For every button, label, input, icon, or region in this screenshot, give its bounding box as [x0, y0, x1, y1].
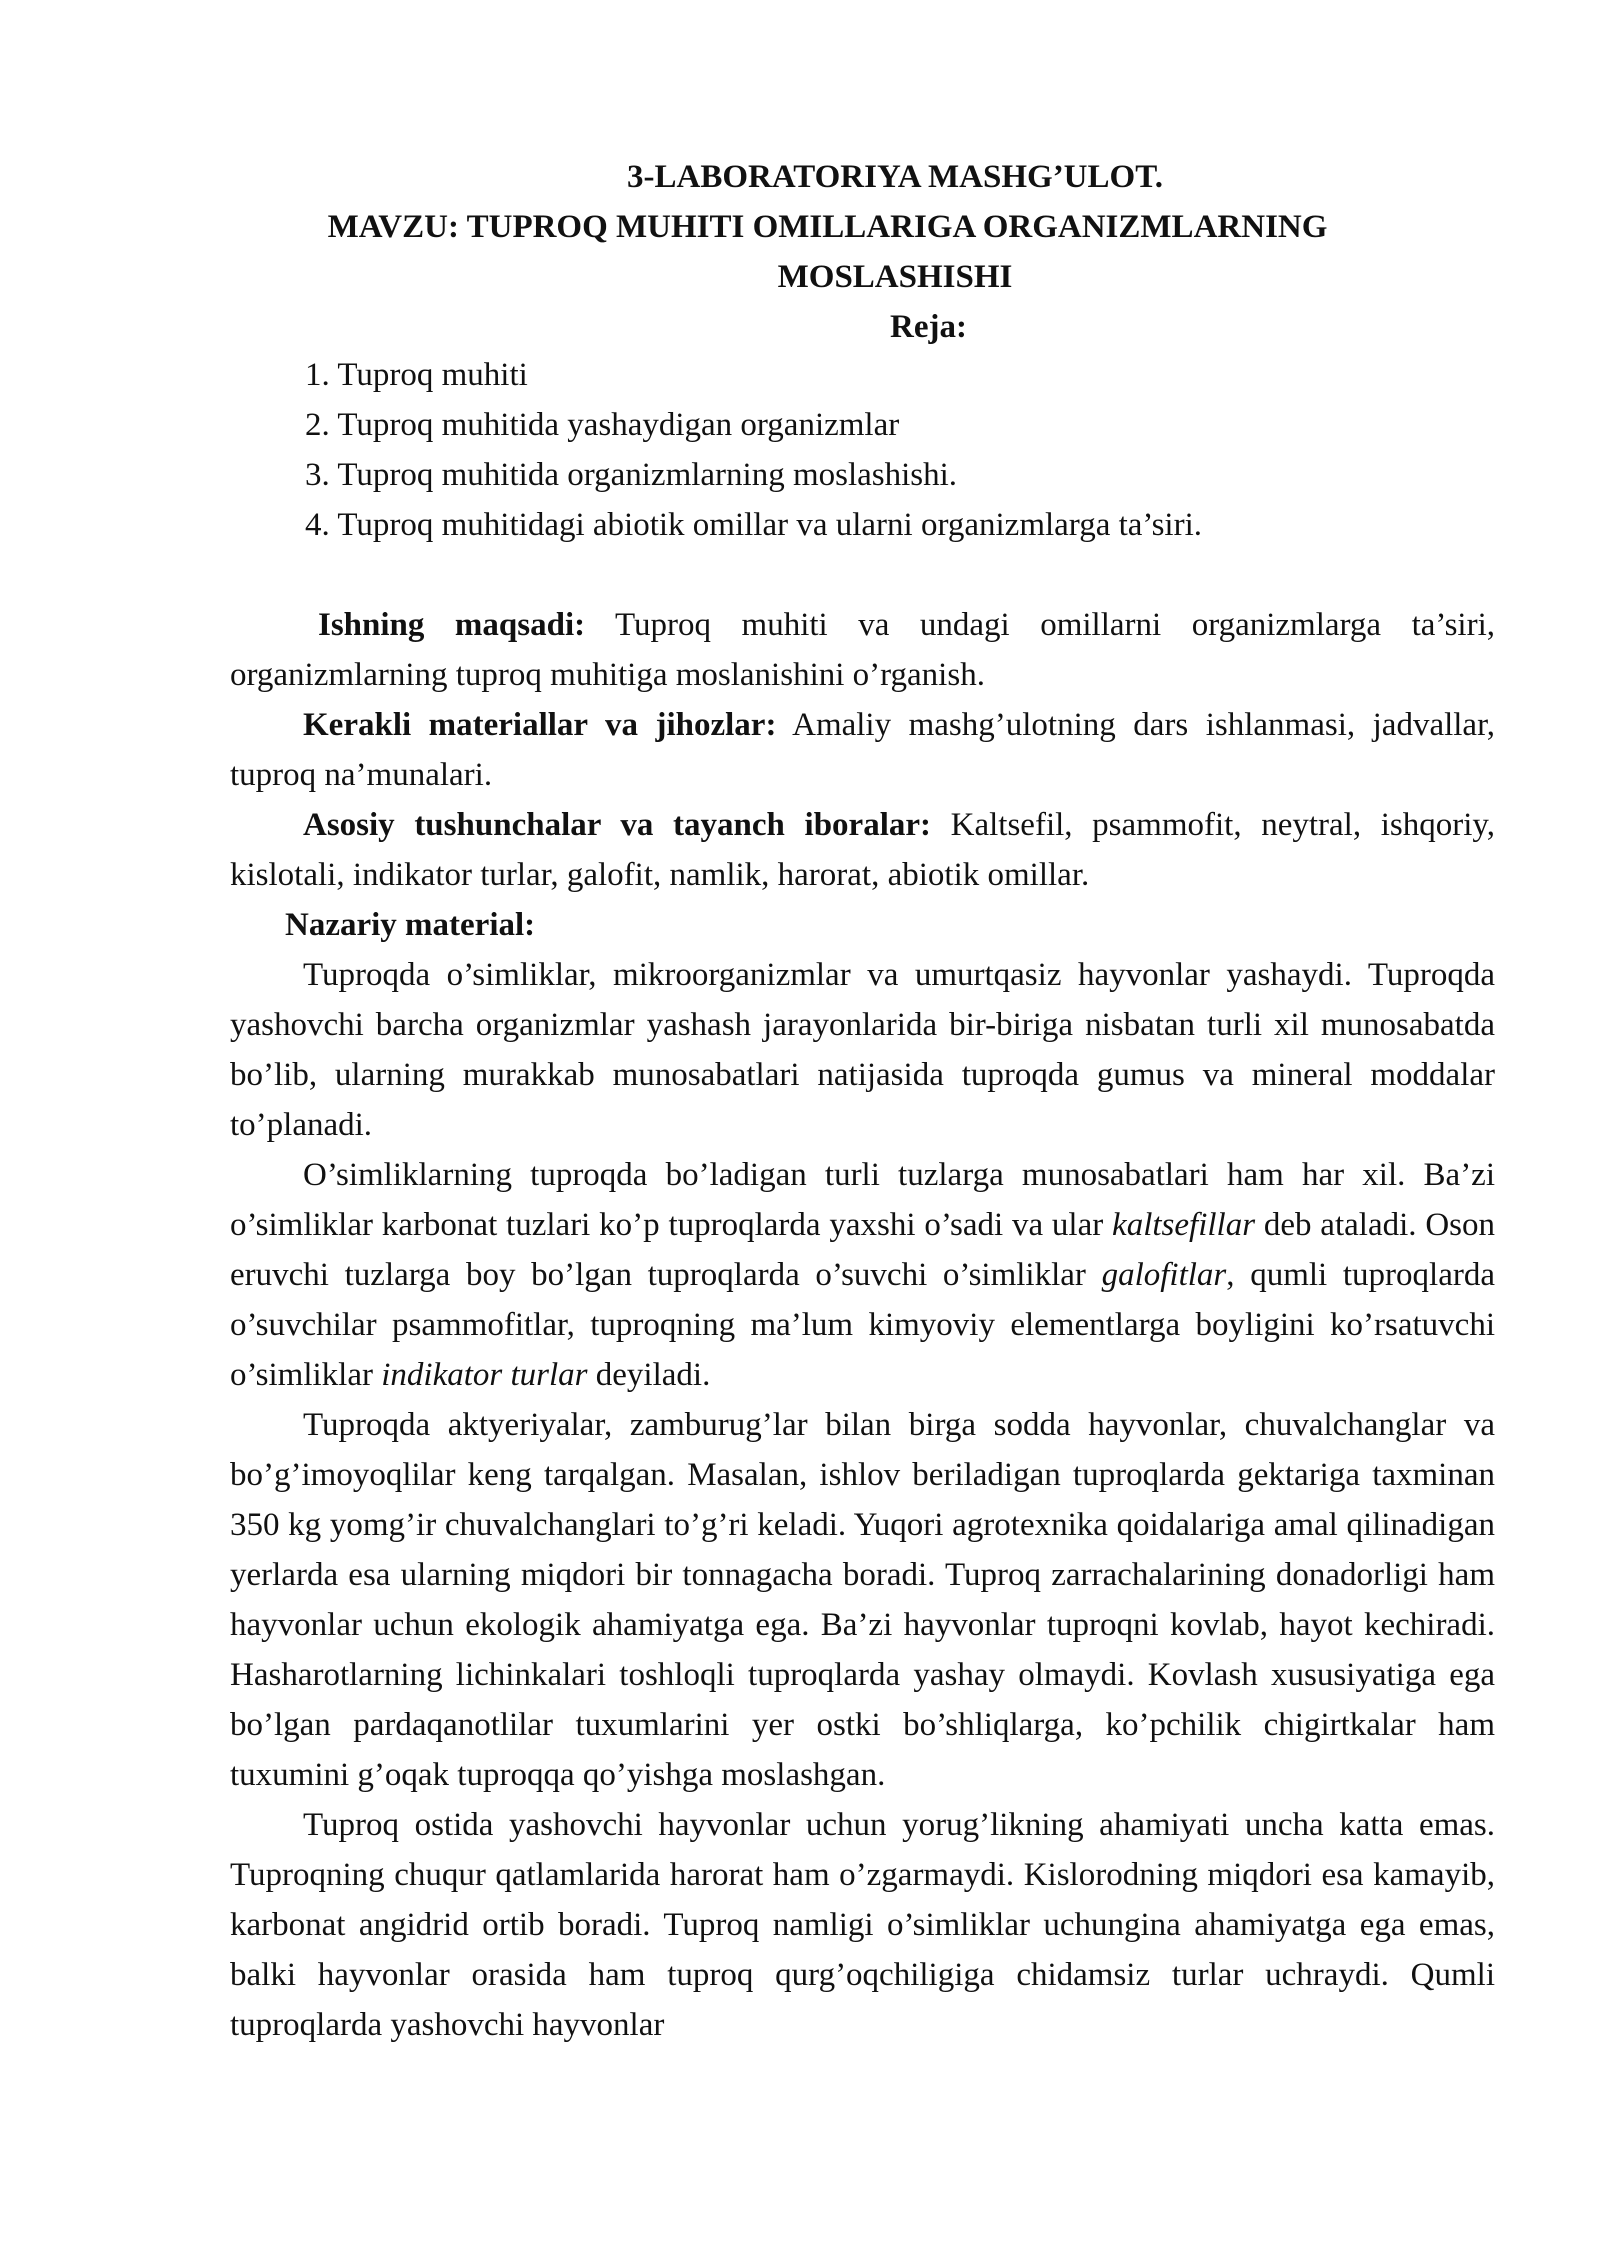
materials-label: Kerakli materiallar va jihozlar: [303, 707, 777, 743]
theory-p2-text-d: deyiladi. [587, 1357, 711, 1393]
concepts-text: Kaltsefil, psammofit, neytral, ishqoriy, kislotali, indikator turlar, galofit, namlik, harorat, abiotik omillar. [230, 807, 1495, 893]
materials-text: Amaliy mashg’ulotning dars ishlanmasi, jadvallar, tuproq na’munalari. [230, 707, 1495, 793]
theory-p2-text-a: O’simliklarning tuproqda bo’ladigan turli tuzlarga munosabatlari ham har xil. Ba’zi o’simliklar karbonat tuzlari ko’p tuproqlarda yaxshi o’sadi va ular [230, 1157, 1495, 1243]
purpose-paragraph [230, 600, 1495, 700]
term-kaltsefillar: kaltsefillar [1112, 1207, 1256, 1243]
concepts-paragraph [230, 800, 1495, 900]
term-galofitlar: galofitlar [1101, 1257, 1227, 1293]
theory-paragraph-2 [230, 1150, 1495, 1400]
theory-paragraph-4: Tuproq ostida yashovchi hayvonlar uchun yorug’likning ahamiyati uncha katta emas. Tuproqning chuqur qatlamlarida harorat ham o’zgarmaydi. Kislorodning miqdori esa kamayib, karbonat angidrid ortib boradi. Tuproq namligi o’simliklar uchungina ahamiyatga ega emas, balki hayvonlar orasida ham tuproq qurg’oqchiligiga chidamsiz turlar uchraydi. Qumli tuproqlarda yashovchi hayvonlar [230, 1807, 1495, 2043]
theory-paragraph-1: Tuproqda o’simliklar, mikroorganizmlar va umurtqasiz hayvonlar yashaydi. Tuproqda yashovchi barcha organizmlar yashash jarayonlarida bir-biriga nisbatan turli xil munosabatda bo’lib, ularning murakkab munosabatlari natijasida tuproqda gumus va mineral moddalar to’planadi. [230, 957, 1495, 1143]
plan-list [305, 350, 1202, 550]
theory-p2-text-c: , qumli tuproqlarda o’suvchilar psammofitlar, tuproqning ma’lum kimyoviy elementlarga boyligini ko’rsatuvchi o’simliklar [230, 1257, 1495, 1393]
theory-heading: Nazariy material: [285, 907, 536, 943]
term-indikator-turlar: indikator turlar [381, 1357, 588, 1393]
purpose-label: Ishning maqsadi: [318, 607, 586, 643]
plan-item: 2. Tuproq muhitida yashaydigan organizmlar [305, 407, 900, 443]
theory-p2-text-b: deb ataladi. Oson eruvchi tuzlarga boy bo’lgan tuproqlarda o’suvchi o’simliklar [230, 1207, 1495, 1293]
materials-paragraph [230, 700, 1495, 800]
concepts-label: Asosiy tushunchalar va tayanch iboralar: [303, 807, 932, 843]
document-title-line-3: MOSLASHISHI [777, 259, 1013, 295]
plan-item: 1. Tuproq muhiti [305, 357, 528, 393]
theory-paragraph-3: Tuproqda aktyeriyalar, zamburug’lar bilan birga sodda hayvonlar, chuvalchanglar va bo’g’imoyoqlilar keng tarqalgan. Masalan, ishlov beriladigan tuproqlarda gektariga taxminan 350 kg yomg’ir chuvalchanglari to’g’ri keladi. Yuqori agrotexnika qoidalariga amal qilinadigan yerlarda esa ularning miqdori bir tonnagacha boradi. Tuproq zarrachalarining donadorligi ham hayvonlar uchun ekologik ahamiyatga ega. Ba’zi hayvonlar tuproqni kovlab, hayot kechiradi. Hasharotlarning lichinkalari toshloqli tuproqlarda yashay olmaydi. Kovlash xususiyatiga ega bo’lgan pardaqanotlilar tuxumlarini yer ostki bo’shliqlarga, ko’pchilik chigirtkalar ham tuxumini g’oqak tuproqqa qo’yishga moslashgan. [230, 1407, 1495, 1793]
plan-heading: Reja: [890, 309, 967, 345]
document-title-line-2: MAVZU: TUPROQ MUHITI OMILLARIGA ORGANIZMLARNING [327, 209, 1328, 245]
purpose-text: Tuproq muhiti va undagi omillarni organizmlarga ta’siri, organizmlarning tuproq muhitiga moslanishini o’rganish. [230, 607, 1495, 693]
theory-heading-paragraph [230, 900, 1495, 950]
document-body [230, 600, 1495, 2050]
document-title-line-1: 3-LABORATORIYA MASHG’ULOT. [626, 159, 1164, 195]
plan-item: 4. Tuproq muhitidagi abiotik omillar va ularni organizmlarga ta’siri. [305, 507, 1202, 543]
plan-item: 3. Tuproq muhitida organizmlarning moslashishi. [305, 457, 958, 493]
